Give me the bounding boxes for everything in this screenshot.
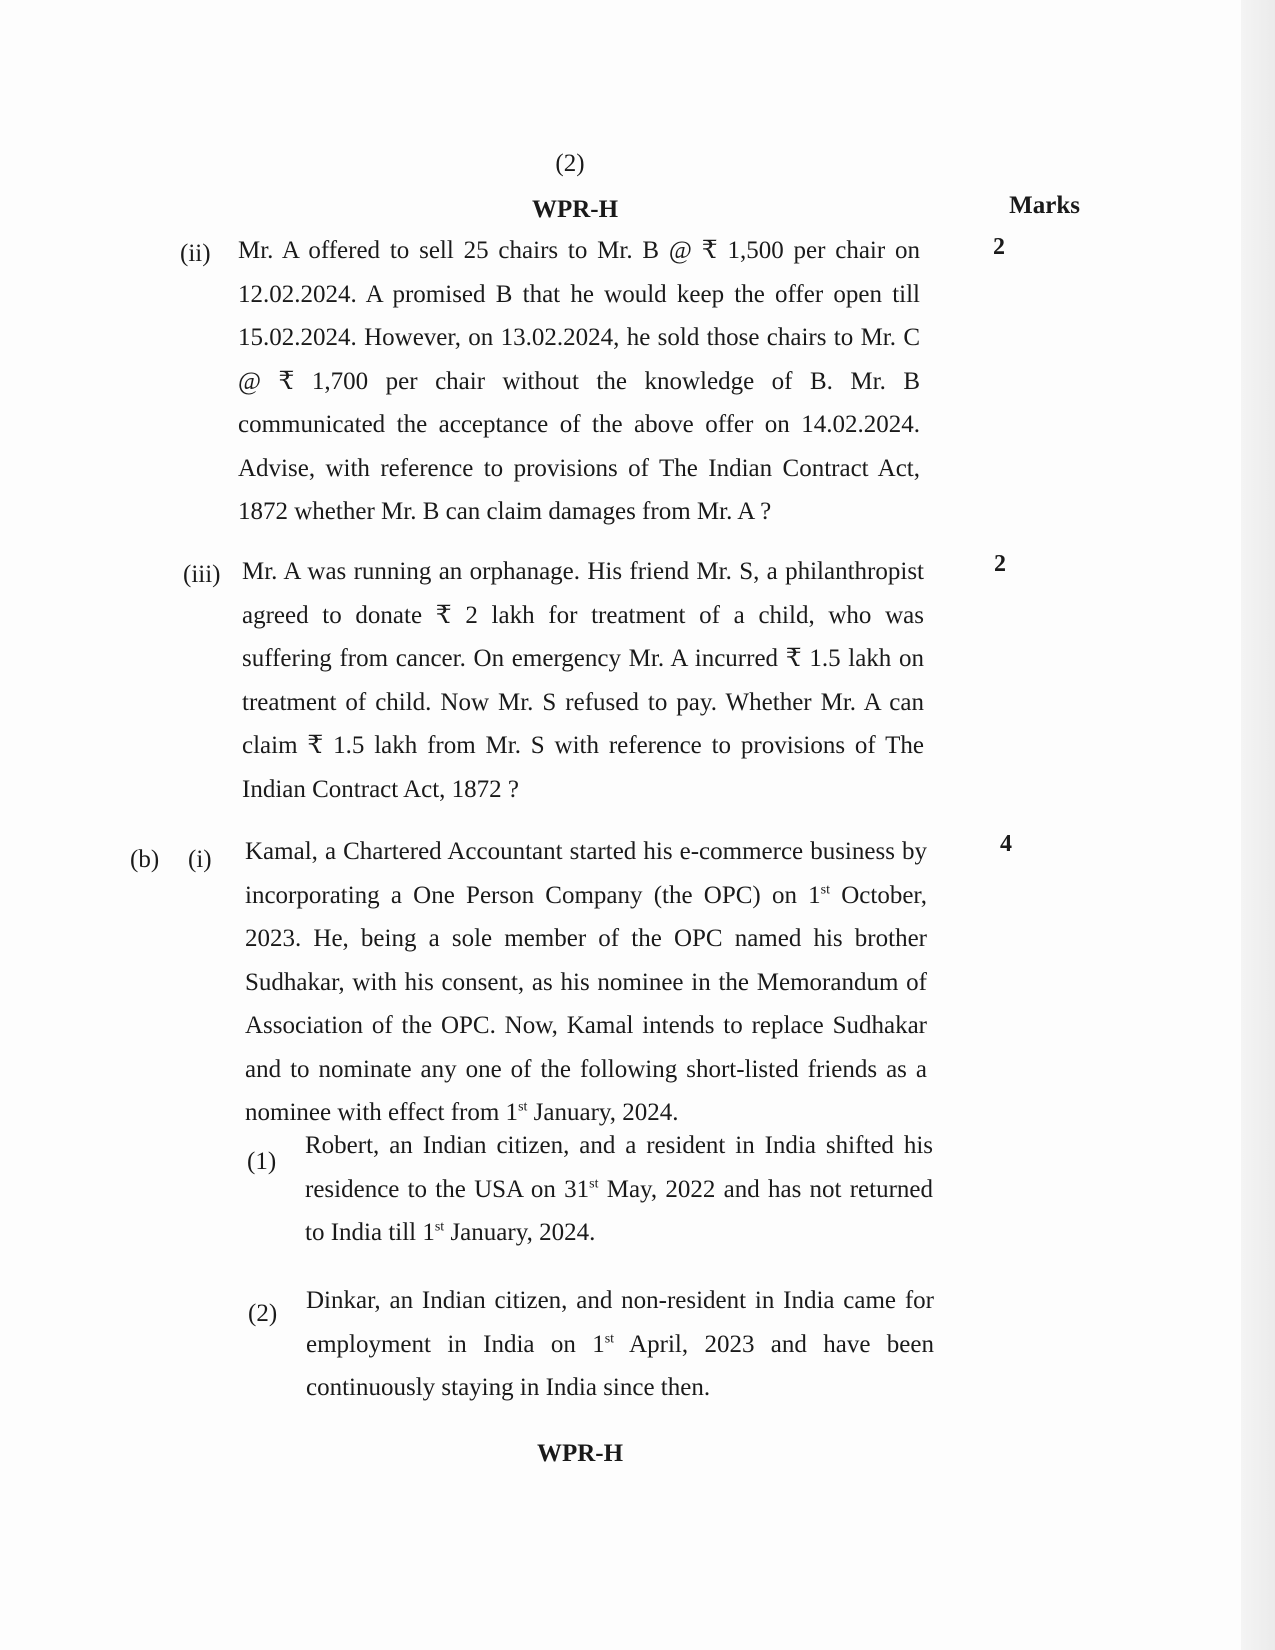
scan-edge-shadow bbox=[1241, 0, 1275, 1650]
option-1-label: (1) bbox=[247, 1148, 277, 1175]
option-2-text: Dinkar, an Indian citizen, and non-resident in India came for employment in India on 1st April, 2023 and have been continuously staying in India since then. bbox=[306, 1287, 934, 1401]
question-ii-text: Mr. A offered to sell 25 chairs to Mr. B @ ₹ 1,500 per chair on 12.02.2024. A promised B that he would keep the offer open till 15.02.2024. However, on 13.02.2024, he sold those chairs to Mr. C @ ₹ 1,700 per chair without the knowledge of B. Mr. B communicated the acceptance of the above offer on 14.02.2024. Advise, with reference to provisions of The Indian Contract Act, 1872 whether Mr. B can claim damages from Mr. A ? bbox=[238, 237, 920, 525]
section-b-label: (b) bbox=[130, 846, 160, 873]
question-iii-label: (iii) bbox=[183, 561, 221, 588]
marks-column-header: Marks bbox=[1009, 192, 1080, 219]
question-b-i-marks: 4 bbox=[1000, 831, 1012, 857]
question-b-i-text: Kamal, a Chartered Accountant started his e-commerce business by incorporating a One Person Company (the OPC) on 1st October, 2023. He, being a sole member of the OPC named his brother Sudhakar, with his consent, as his nominee in the Memorandum of Association of the OPC. Now, Kamal intends to replace Sudhakar and to nominate any one of the following short-listed friends as a nominee with effect from 1st January, 2024. bbox=[245, 838, 927, 1126]
page-number: (2) bbox=[555, 150, 585, 177]
paper-code-footer: WPR-H bbox=[536, 1440, 624, 1467]
question-ii-marks: 2 bbox=[993, 234, 1005, 260]
question-ii-label: (ii) bbox=[180, 240, 211, 267]
question-b-i-label: (i) bbox=[188, 846, 212, 873]
option-1-text: Robert, an Indian citizen, and a resident in India shifted his residence to the USA on 31st May, 2022 and has not returned to India till 1st January, 2024. bbox=[305, 1132, 933, 1246]
paper-code-header: WPR-H bbox=[531, 196, 619, 223]
question-iii-marks: 2 bbox=[994, 551, 1006, 577]
option-2-label: (2) bbox=[248, 1300, 278, 1327]
question-iii-text: Mr. A was running an orphanage. His friend Mr. S, a philanthropist agreed to donate ₹ 2 lakh for treatment of a child, who was suffering from cancer. On emergency Mr. A incurred ₹ 1.5 lakh on treatment of child. Now Mr. S refused to pay. Whether Mr. A can claim ₹ 1.5 lakh from Mr. S with reference to provisions of The Indian Contract Act, 1872 ? bbox=[242, 558, 924, 803]
